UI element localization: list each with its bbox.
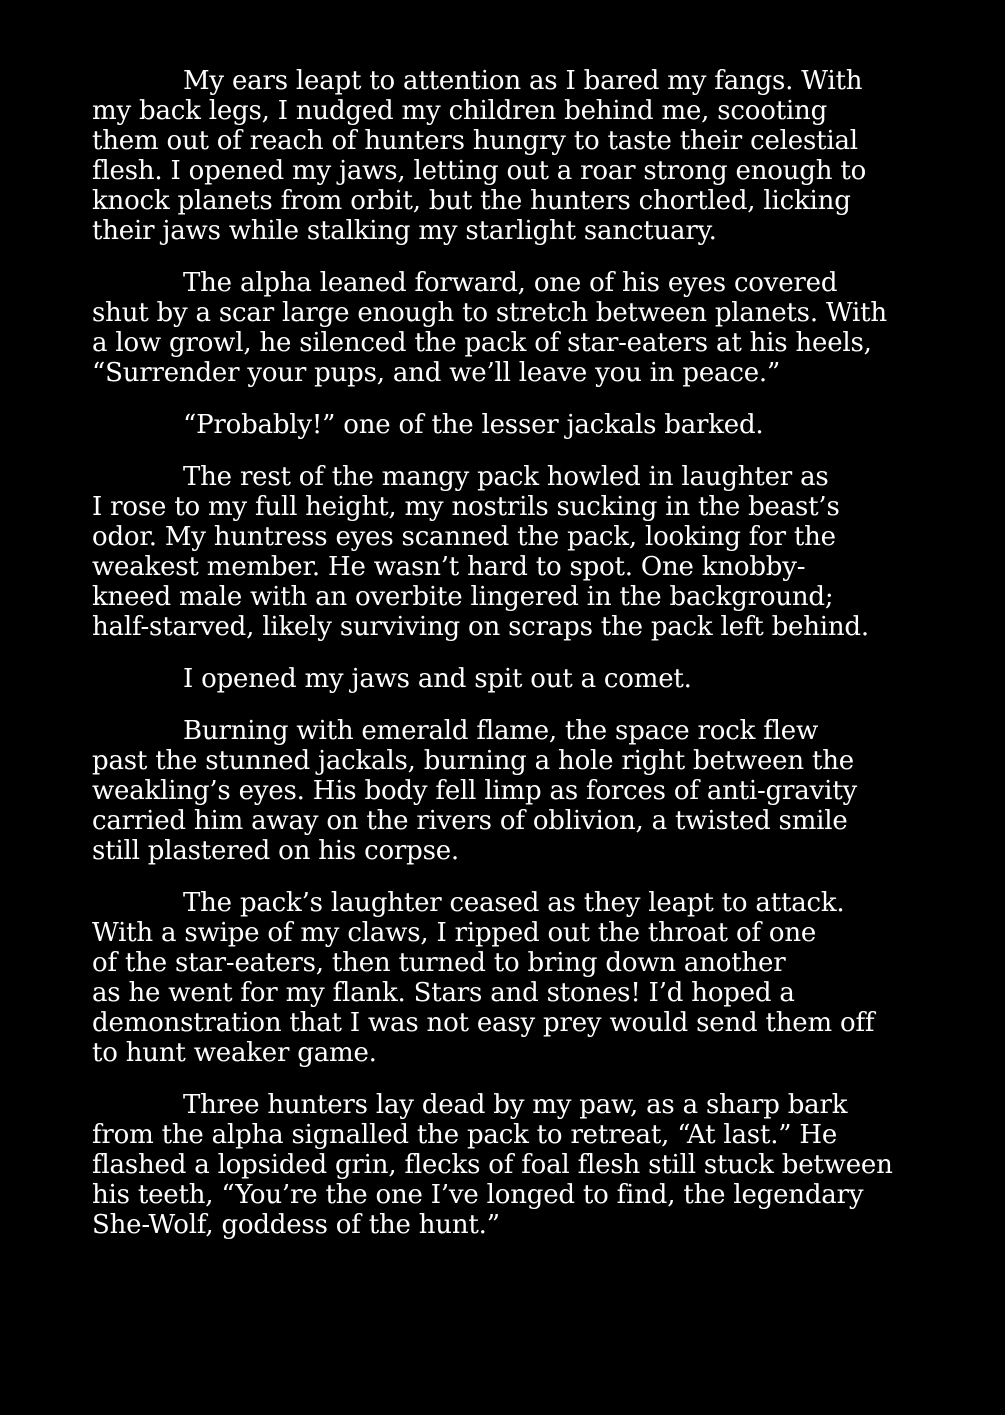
paragraph: [92, 1090, 922, 1240]
paragraph-first-line: I opened my jaws and spit out a comet.: [183, 664, 692, 694]
paragraph-first-line: The rest of the mangy pack howled in laughter as: [183, 462, 829, 492]
paragraph-line: weakling’s eyes. His body fell limp as forces of anti-gravity: [92, 776, 857, 806]
paragraph-first-line: Burning with emerald flame, the space rock flew: [183, 716, 819, 746]
paragraph-line: flesh. I opened my jaws, letting out a roar strong enough to: [92, 156, 867, 186]
paragraph-first-line: The alpha leaned forward, one of his eyes covered: [183, 268, 838, 298]
paragraph: [92, 888, 922, 1068]
paragraph-first-line: My ears leapt to attention as I bared my fangs. With: [183, 66, 863, 96]
paragraph-line: knock planets from orbit, but the hunters chortled, licking: [92, 186, 851, 216]
paragraph-line: carried him away on the rivers of oblivion, a twisted smile: [92, 806, 848, 836]
paragraph-line: She-Wolf, goddess of the hunt.”: [92, 1210, 500, 1240]
paragraph: [92, 664, 922, 694]
paragraph-line: flashed a lopsided grin, flecks of foal flesh still stuck between: [92, 1150, 893, 1180]
paragraph-line: shut by a scar large enough to stretch between planets. With: [92, 298, 887, 328]
story-text: [92, 66, 922, 1262]
paragraph-line: demonstration that I was not easy prey would send them off: [92, 1008, 875, 1038]
paragraph-line: his teeth, “You’re the one I’ve longed to find, the legendary: [92, 1180, 864, 1210]
paragraph-line: weakest member. He wasn’t hard to spot. One knobby-: [92, 552, 806, 582]
paragraph-line: my back legs, I nudged my children behind me, scooting: [92, 96, 828, 126]
paragraph: [92, 410, 922, 440]
paragraph: [92, 716, 922, 866]
paragraph: [92, 66, 922, 246]
paragraph: [92, 462, 922, 642]
paragraph-line: With a swipe of my claws, I ripped out the throat of one: [92, 918, 817, 948]
paragraph-line: as he went for my flank. Stars and stones! I’d hoped a: [92, 978, 795, 1008]
paragraph-line: past the stunned jackals, burning a hole right between the: [92, 746, 854, 776]
paragraph-line: them out of reach of hunters hungry to taste their celestial: [92, 126, 858, 156]
paragraph-line: I rose to my full height, my nostrils sucking in the beast’s: [92, 492, 840, 522]
paragraph-line: half-starved, likely surviving on scraps the pack left behind.: [92, 612, 869, 642]
paragraph-line: kneed male with an overbite lingered in the background;: [92, 582, 834, 612]
paragraph-line: a low growl, he silenced the pack of star-eaters at his heels,: [92, 328, 872, 358]
paragraph-line: “Surrender your pups, and we’ll leave you in peace.”: [92, 358, 781, 388]
paragraph-first-line: The pack’s laughter ceased as they leapt to attack.: [183, 888, 845, 918]
paragraph-first-line: Three hunters lay dead by my paw, as a sharp bark: [183, 1090, 848, 1120]
paragraph-line: their jaws while stalking my starlight sanctuary.: [92, 216, 717, 246]
paragraph: [92, 268, 922, 388]
paragraph-line: still plastered on his corpse.: [92, 836, 459, 866]
paragraph-line: from the alpha signalled the pack to retreat, “At last.” He: [92, 1120, 838, 1150]
paragraph-first-line: “Probably!” one of the lesser jackals barked.: [183, 410, 764, 440]
paragraph-line: odor. My huntress eyes scanned the pack, looking for the: [92, 522, 836, 552]
paragraph-line: to hunt weaker game.: [92, 1038, 377, 1068]
paragraph-line: of the star-eaters, then turned to bring down another: [92, 948, 786, 978]
